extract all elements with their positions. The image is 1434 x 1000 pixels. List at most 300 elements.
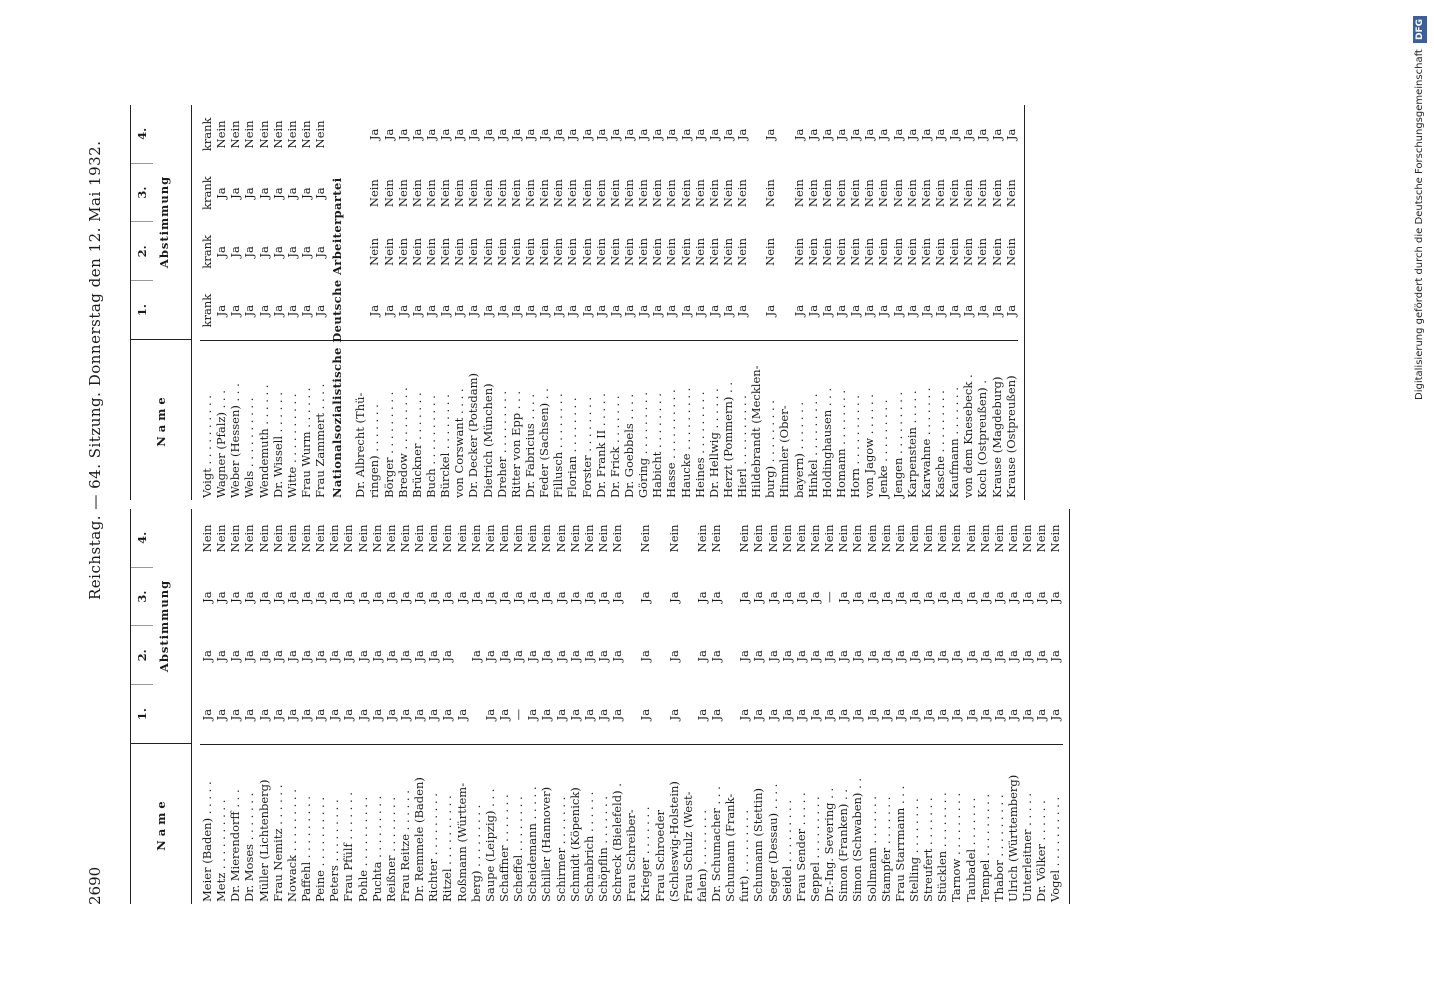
name-column-header: Name [131,339,191,500]
vote-1-cell: Ja [579,304,594,317]
member-name: Dr. Hellwig . . . . . . [707,340,721,500]
table-row [271,509,285,904]
vote-4-cell: Nein [921,524,936,553]
vote-2-cell: Ja [991,650,1006,662]
vote-4-cell: Ja [735,128,750,141]
table-row [214,105,228,500]
vote-column-4-header: 4. [135,127,149,140]
vote-1-cell: Ja [735,304,750,317]
vote-2-cell: Nein [537,237,552,266]
vote-3-cell: Ja [242,187,257,199]
vote-4-cell: Ja [452,128,467,141]
member-name: Schirmer . . . . . . . [554,744,568,904]
table-row [367,105,381,500]
vote-1-cell: Ja [935,708,950,721]
vote-2-cell: Nein [819,237,834,266]
vote-4-cell: Ja [395,128,410,141]
vote-1-cell: Ja [989,304,1004,317]
vote-3-cell [653,568,667,627]
vote-4-cell: Ja [805,128,820,141]
vote-1-cell: Ja [284,304,299,317]
member-name: Schmidt (Köpenick) [568,744,582,904]
table-row [650,105,664,500]
vote-1-cell: Ja [876,304,891,317]
vote-2-cell: Nein [508,237,523,266]
member-name: Voigt . . . . . . . . . . [200,340,214,500]
vote-1-cell: Ja [228,304,243,317]
vote-1-cell: Ja [650,304,665,317]
vote-4-cell: krank [200,117,214,152]
table-row [992,509,1006,904]
table-row [961,105,975,500]
vote-4-cell: Nein [737,524,752,553]
table-row [554,509,568,904]
vote-2-cell [327,223,353,282]
table-row [723,509,737,904]
vote-2-cell: Nein [650,237,665,266]
vote-4-cell: Nein [440,524,455,553]
member-name: Jengen . . . . . . . . . [891,340,905,500]
table-row [808,509,822,904]
vote-4-cell: Ja [933,128,948,141]
vote-3-cell: Nein [551,179,566,208]
table-row [990,105,1004,500]
member-name: Stücklen . . . . . . . . [935,744,949,904]
table-row [483,509,497,904]
vote-3-cell: Ja [553,591,568,603]
vote-3-cell: Ja [907,591,922,603]
vote-2-cell [749,223,763,282]
vote-4-cell: Nein [878,524,893,553]
vote-4-cell: Ja [480,128,495,141]
vote-3-cell: krank [200,176,214,210]
member-name: Schöpflin . . . . . . . [596,744,610,904]
vote-4-cell: Ja [720,128,735,141]
vote-3-cell [749,164,763,223]
table-row [228,105,242,500]
table-row [848,105,862,500]
vote-3-cell: Nein [650,179,665,208]
vote-2-cell: Ja [298,650,313,662]
vote-1-cell: Ja [933,304,948,317]
vote-2-cell: Nein [565,237,580,266]
vote-2-cell: Nein [367,237,382,266]
member-name: Tempel . . . . . . . . . [978,744,992,904]
vote-4-cell: Nein [426,524,441,553]
vote-3-cell: Ja [638,591,653,603]
vote-4-cell: Nein [595,524,610,553]
vote-3-cell [723,568,737,627]
member-name: Wendemuth . . . . . . [257,340,271,500]
vote-4-cell: Nein [666,524,681,553]
vote-2-cell: Nein [551,237,566,266]
vote-3-cell: Nein [452,179,467,208]
vote-3-cell: Nein [763,179,778,208]
table-row [820,105,834,500]
table-row [622,105,636,500]
vote-3-cell: Nein [989,179,1004,208]
vote-4-cell [723,509,737,568]
vote-3-cell: Ja [1020,591,1035,603]
table-row [412,509,426,904]
digitization-credit [1408,20,1428,400]
table-row [382,105,396,500]
vote-3-cell: Ja [298,187,313,199]
vote-4-cell: Nein [907,524,922,553]
vote-3-cell: Nein [395,179,410,208]
vote-2-cell [723,627,737,686]
table-row [721,105,735,500]
member-name: Roßmann (Württem- [455,744,469,904]
vote-2-cell: Nein [395,237,410,266]
member-name: Schumann (Frank- [723,744,737,904]
table-row [905,105,919,500]
member-name: Dr. Remmele (Baden) [412,744,426,904]
vote-2-cell: Ja [935,650,950,662]
vote-4-cell: Nein [298,120,313,149]
vote-1-cell: Ja [636,304,651,317]
member-name: Dr. Decker (Potsdam) [466,340,480,500]
member-name: Frau Schreiber- [624,744,638,904]
member-name: Koch (Ostpreußen) . [975,340,989,500]
vote-1-cell: Ja [551,304,566,317]
member-name: Frau Pfülf . . . . . . . [341,744,355,904]
table-row [440,509,454,904]
member-name: Stampfer . . . . . . . [879,744,893,904]
vote-2-cell: Ja [228,650,243,662]
vote-2-cell: Ja [567,650,582,662]
vote-4-cell: Nein [709,524,724,553]
member-name: Dr. Völker . . . . . . [1034,744,1048,904]
member-name: Jenke . . . . . . . . . [876,340,890,500]
table-row [313,105,327,500]
table-row [794,509,808,904]
vote-2-cell: Ja [765,650,780,662]
vote-3-cell: Ja [454,591,469,603]
vote-1-cell: Ja [284,708,299,721]
vote-3-cell: Nein [494,179,509,208]
vote-1-cell: Ja [412,708,427,721]
table-row [214,509,228,904]
vote-4-cell: Nein [468,524,483,553]
vote-1-cell [681,685,695,744]
vote-1-cell: Ja [692,304,707,317]
vote-2-cell: Ja [412,650,427,662]
vote-2-cell [353,223,367,282]
vote-1-cell: Ja [918,304,933,317]
table-row [384,509,398,904]
vote-3-cell: Ja [327,591,342,603]
table-row [353,105,367,500]
vote-2-cell: Nein [735,237,750,266]
vote-4-cell [624,509,638,568]
member-name: bayern) . . . . . . . [792,340,806,500]
vote-3-cell: Ja [482,591,497,603]
table-row [806,105,820,500]
member-name: Frau Nemitz . . . . . . [271,744,285,904]
table-row [608,105,622,500]
member-name: Börger . . . . . . . . . [382,340,396,500]
vote-4-cell: Ja [678,128,693,141]
table-row [636,105,650,500]
vote-2-cell: Ja [228,246,243,258]
vote-1-cell: Ja [751,708,766,721]
vote-3-cell: Ja [313,187,328,199]
vote-3-cell: Ja [341,591,356,603]
vote-3-cell: Ja [751,591,766,603]
vote-3-cell: Nein [876,179,891,208]
vote-1-cell: Ja [200,708,214,721]
vote-4-cell: Ja [367,128,382,141]
vote-2-cell: Ja [553,650,568,662]
vote-column-1-header: 1. [131,684,153,743]
vote-4-cell: Nein [991,524,1006,553]
vote-1-cell: Ja [904,304,919,317]
member-name: Hierl . . . . . . . . . . [735,340,749,500]
table-row [763,105,777,500]
vote-1-cell: Ja [298,708,313,721]
vote-2-cell: Ja [256,650,271,662]
vote-2-cell: Ja [369,650,384,662]
vote-1-cell: Ja [706,304,721,317]
vote-3-cell: Ja [256,591,271,603]
vote-1-cell: Ja [369,708,384,721]
vote-1-cell: Ja [494,304,509,317]
table-row [1020,509,1034,904]
vote-3-cell: Nein [1003,179,1018,208]
vote-2-cell: Ja [525,650,540,662]
member-name: berg) . . . . . . . . . [469,744,483,904]
vote-1-cell: Ja [355,708,370,721]
vote-3-cell: Ja [369,591,384,603]
vote-4-cell: Nein [412,524,427,553]
vote-3-cell: Ja [709,591,724,603]
table-row [865,509,879,904]
vote-4-cell: Nein [242,524,257,553]
member-name: Horn . . . . . . . . . . [848,340,862,500]
member-name: Kaufmann . . . . . . . [947,340,961,500]
member-name: falen) . . . . . . . . [695,744,709,904]
vote-1-cell: Ja [480,304,495,317]
vote-3-cell: Ja [440,591,455,603]
vote-1-cell [653,685,667,744]
table-row [200,105,214,500]
vote-3-cell: Ja [878,591,893,603]
vote-3-cell: Ja [737,591,752,603]
vote-3-cell: Ja [765,591,780,603]
member-name: Heines . . . . . . . . . [693,340,707,500]
table-row [777,105,791,500]
member-name: Richter . . . . . . . . . [426,744,440,904]
vote-4-cell: Nein [482,524,497,553]
vote-4-cell: Nein [539,524,554,553]
vote-2-cell: Nein [848,237,863,266]
table-row [822,509,836,904]
vote-2-cell: Ja [468,650,483,662]
vote-group-header: Abstimmung [157,175,171,269]
vote-2-cell: Nein [918,237,933,266]
table-row [509,105,523,500]
table-row [452,105,466,500]
vote-1-cell: Ja [991,708,1006,721]
vote-2-cell [624,627,638,686]
vote-2-cell: Ja [355,650,370,662]
vote-2-cell: Ja [892,650,907,662]
vote-1-cell: Ja [961,304,976,317]
table-row [834,105,848,500]
vote-4-cell: Nein [779,524,794,553]
vote-2-cell: Ja [256,246,271,258]
table-row [879,509,893,904]
vote-4-cell: Nein [525,524,540,553]
member-name: Pohle . . . . . . . . . . [356,744,370,904]
vote-3-cell [624,568,638,627]
vote-3-cell: Ja [284,187,299,199]
vote-4-cell: Nein [313,120,328,149]
vote-1-cell: Ja [438,304,453,317]
vote-1-cell: Ja [862,304,877,317]
table-row [497,509,511,904]
vote-4-cell: Nein [355,524,370,553]
vote-4-cell: Ja [494,128,509,141]
vote-1-cell: Ja [242,304,257,317]
vote-4-cell: Nein [200,524,214,553]
vote-3-cell: Ja [426,591,441,603]
table-row [707,105,721,500]
vote-4-cell: Nein [581,524,596,553]
vote-1-cell: Ja [313,304,328,317]
vote-3-cell: Ja [298,591,313,603]
vote-3-cell: Nein [933,179,948,208]
table-row [679,105,693,500]
member-name: Brückner . . . . . . . [410,340,424,500]
member-name: Ritzel . . . . . . . . . . [440,744,454,904]
vote-3-cell: Ja [581,591,596,603]
vote-3-cell: Ja [1034,591,1049,603]
vote-1-cell: Ja [466,304,481,317]
vote-2-cell: Nein [452,237,467,266]
vote-4-cell: Ja [706,128,721,141]
member-name: Dr. Albrecht (Thü- [353,340,367,500]
vote-4-cell: Ja [862,128,877,141]
table-row [933,105,947,500]
table-row [1034,509,1048,904]
vote-1-cell: Ja [397,708,412,721]
member-name: Frau Wurm . . . . . . [299,340,313,500]
vote-1-cell: Ja [537,304,552,317]
vote-1-cell: Ja [621,304,636,317]
vote-2-cell: Ja [539,650,554,662]
member-name: Kasche . . . . . . . . . [933,340,947,500]
vote-4-cell: Nein [977,524,992,553]
vote-4-cell: Ja [975,128,990,141]
vote-2-cell: Ja [242,246,257,258]
vote-2-cell: Nein [890,237,905,266]
member-name: Hasse . . . . . . . . . . [664,340,678,500]
vote-1-cell: Ja [864,708,879,721]
table-row [299,105,313,500]
vote-2-cell: Ja [511,650,526,662]
vote-4-cell: Ja [904,128,919,141]
table-row [638,509,652,904]
vote-1-cell: Ja [270,708,285,721]
vote-2-cell: Nein [961,237,976,266]
table-row [356,509,370,904]
vote-2-cell: Ja [1006,650,1021,662]
vote-4-cell: Ja [621,128,636,141]
vote-1-cell: Ja [214,304,229,317]
vote-group-header: Abstimmung [157,579,171,673]
member-name: Dr. Mierendorff . . . [228,744,242,904]
vote-1-cell: Ja [228,708,243,721]
dfg-logo: DFG [1413,16,1427,43]
vote-3-cell: Nein [735,179,750,208]
vote-2-cell: Ja [694,650,709,662]
member-name: Hildebrandt (Mecklen- [749,340,763,500]
member-name: Feder (Sachsen) . . [537,340,551,500]
vote-3-cell: Ja [935,591,950,603]
vote-2-cell: Nein [466,237,481,266]
vote-2-cell: Ja [963,650,978,662]
vote-3-cell: Ja [256,187,271,199]
vote-2-cell: Ja [496,650,511,662]
table-row [964,509,978,904]
vote-2-cell: Ja [1020,650,1035,662]
vote-3-cell: Nein [890,179,905,208]
table-row [667,509,681,904]
member-name: Scheidemann . . . . . [525,744,539,904]
vote-2-cell: Ja [864,650,879,662]
vote-3-cell: Ja [270,187,285,199]
member-name: Stelling . . . . . . . . [907,744,921,904]
vote-4-cell: Ja [508,128,523,141]
vote-column-4-header: 4. [135,531,149,544]
table-row [285,105,299,500]
vote-2-cell [455,627,469,686]
vote-4-cell: Nein [284,120,299,149]
vote-3-cell: Nein [692,179,707,208]
vote-3-cell: Nein [480,179,495,208]
vote-4-cell [777,105,791,164]
member-name: Ulrich (Württemberg) [1006,744,1020,904]
member-name: Paffehl . . . . . . . . . [299,744,313,904]
vote-3-cell: Ja [666,591,681,603]
vote-2-cell: Nein [636,237,651,266]
member-name: Krause (Ostpreußen) [1004,340,1018,500]
vote-4-cell: Nein [369,524,384,553]
vote-3-cell: Ja [242,591,257,603]
vote-4-cell: Nein [397,524,412,553]
table-row [919,105,933,500]
member-name: Forster . . . . . . . . [580,340,594,500]
vote-2-cell: Ja [610,650,625,662]
table-row [893,509,907,904]
member-name: Vogel . . . . . . . . . . [1048,744,1062,904]
vote-2-cell: Nein [975,237,990,266]
member-name: Holdinghausen . . . [820,340,834,500]
table-row [455,509,469,904]
member-name: Seppel . . . . . . . . . [808,744,822,904]
vote-2-cell: Ja [779,650,794,662]
member-name: Sollmann . . . . . . . [865,744,879,904]
table-row [257,509,271,904]
vote-1-cell: Ja [975,304,990,317]
vote-1-cell: Ja [763,304,778,317]
digitization-credit-text: Digitalisierung gefördert durch die Deutsche Forschungsgemeinschaft [1414,49,1425,400]
vote-2-cell: Nein [423,237,438,266]
vote-1-cell: Ja [395,304,410,317]
vote-2-cell: Ja [242,650,257,662]
